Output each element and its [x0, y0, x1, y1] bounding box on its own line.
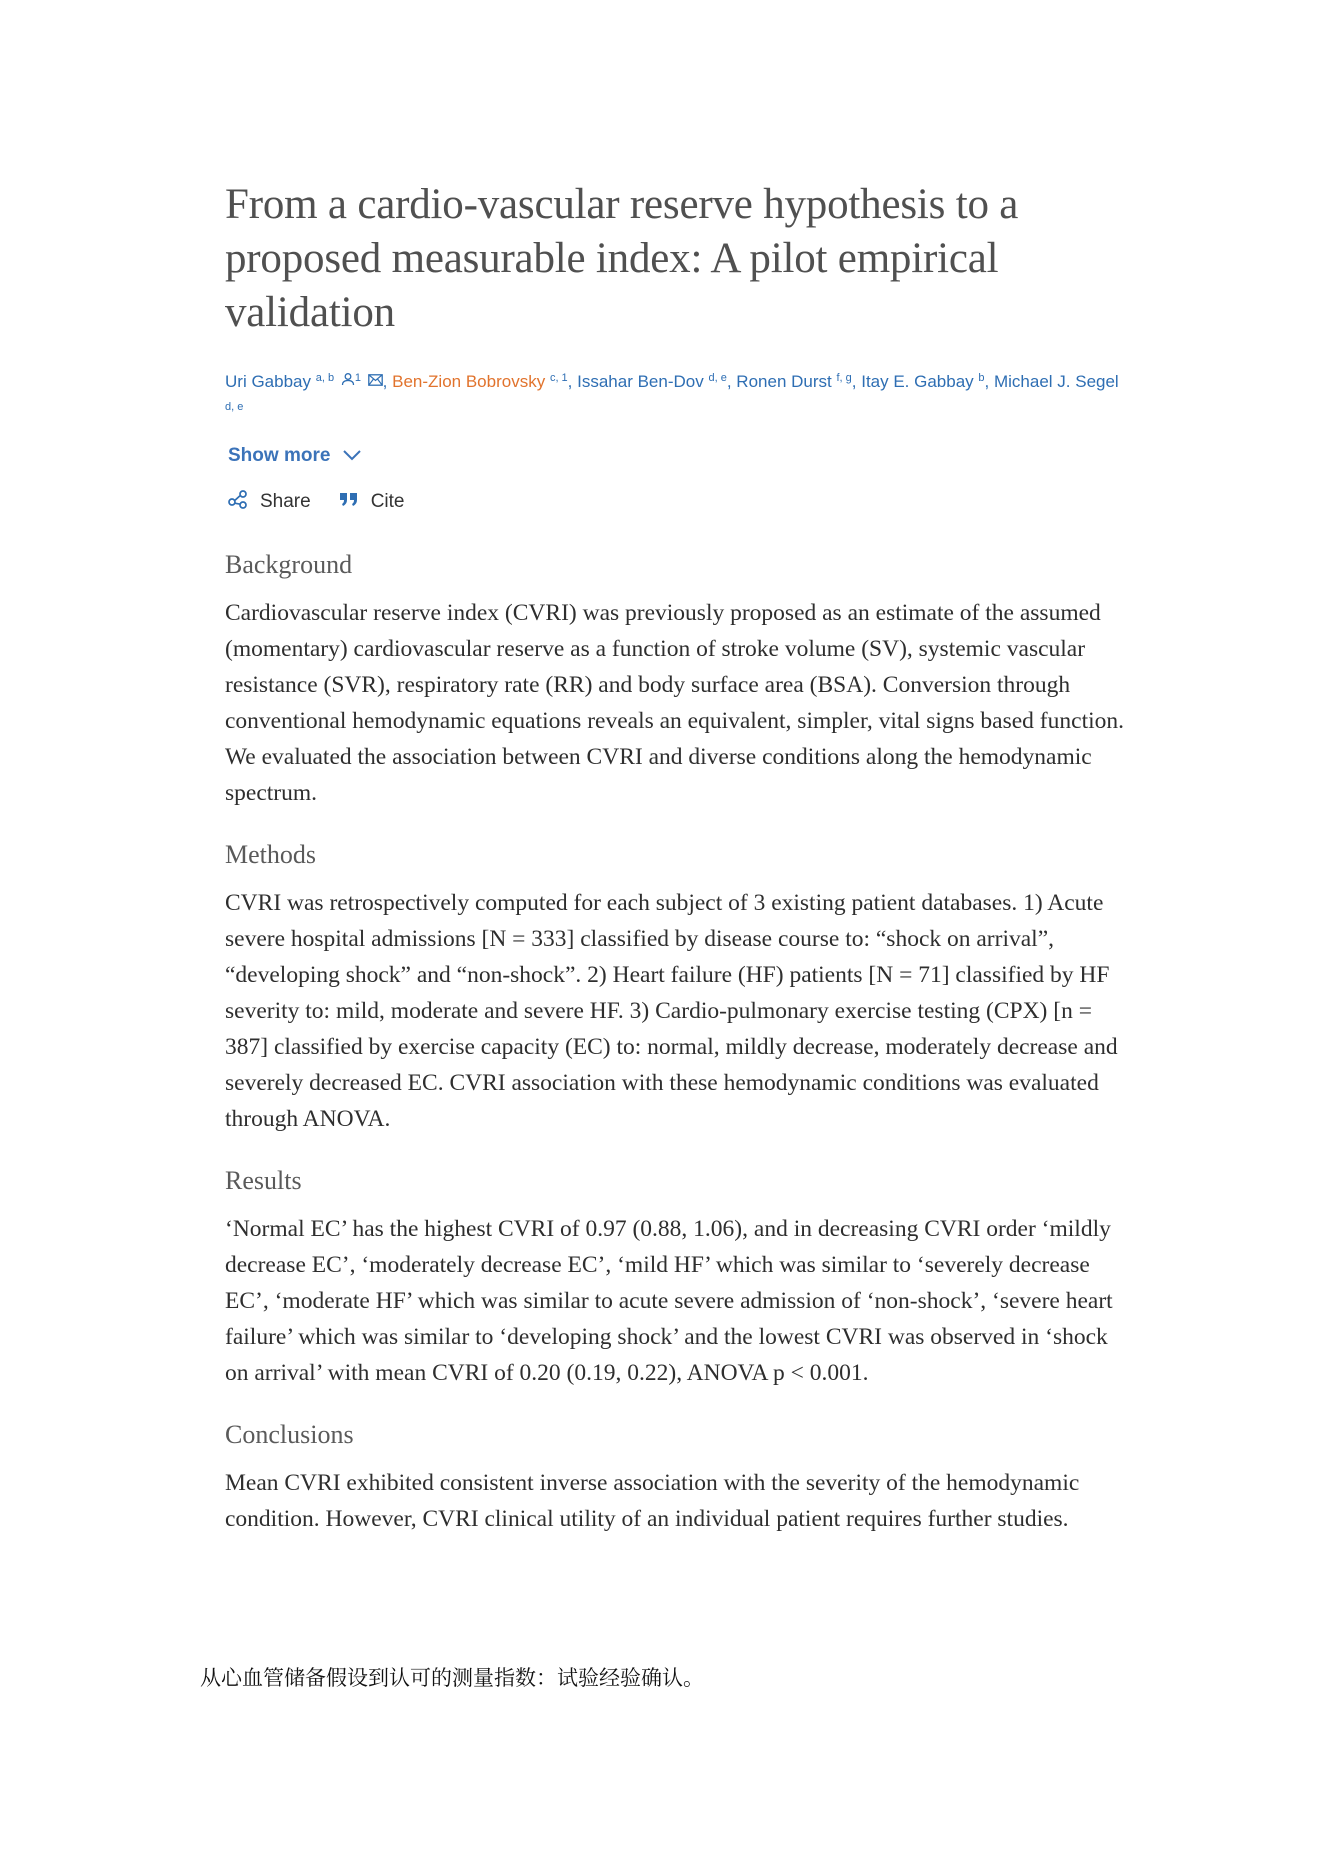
author-separator: , — [984, 372, 994, 391]
section-heading: Methods — [225, 840, 316, 869]
article — [225, 178, 1125, 1537]
cite-button[interactable] — [339, 491, 405, 513]
author-separator: , — [567, 372, 578, 391]
author-name: Ronen Durst — [736, 372, 832, 391]
author-affiliations: f, g — [836, 372, 852, 384]
author-note: 1 — [354, 372, 361, 384]
author-uri-gabbay[interactable] — [225, 372, 383, 391]
author-itay-gabbay[interactable] — [861, 372, 984, 391]
author-separator: , — [851, 372, 862, 391]
share-button[interactable] — [228, 489, 311, 515]
author-list — [225, 366, 1125, 425]
section-body: Cardiovascular reserve index (CVRI) was previously proposed as an estimate of the assumed (momentary) cardiovascular reserve as a function of stroke volume (SV), systemic vascular resistance (SVR), respiratory rate (RR) and body surface area (BSA). Conversion through conventional hemodynamic equations reveals an equivalent, simpler, vital signs based function. We evaluated the association between CVRI and diverse conditions along the hemodynamic spectrum. — [225, 600, 1125, 806]
author-affiliations: d, e — [708, 372, 727, 384]
author-affiliations: d, e — [225, 401, 244, 413]
abstract-section-results — [225, 1165, 1125, 1391]
share-label: Share — [260, 491, 311, 512]
section-body: Mean CVRI exhibited consistent inverse association with the severity of the hemodynamic condition. However, CVRI clinical utility of an individual patient requires further studies. — [225, 1470, 1080, 1532]
email-icon[interactable] — [368, 366, 383, 395]
section-heading: Results — [225, 1166, 302, 1195]
abstract-section-background — [225, 549, 1125, 811]
quote-icon — [339, 491, 359, 513]
cite-label: Cite — [370, 491, 405, 512]
section-heading: Conclusions — [225, 1420, 354, 1449]
author-affiliations: a, b — [315, 372, 335, 384]
article-title: From a cardio-vascular reserve hypothesis to a proposed measurable index: A pilot empirical validation — [225, 181, 1019, 336]
section-body: CVRI was retrospectively computed for each subject of 3 existing patient databases. 1) Acute severe hospital admissions [N = 333] classified by disease course to: “shock on arrival”, “developing shock” and “non-shock”. 2) Heart failure (HF) patients [N = 71] classified by HF severity to: mild, moderate and severe HF. 3) Cardio-pulmonary exercise testing (CPX) [n = 387] classified by exercise capacity (EC) to: normal, mildly decrease, moderately decrease and severely decreased EC. CVRI association with these hemodynamic conditions was evaluated through ANOVA. — [225, 890, 1118, 1132]
article-actions — [228, 489, 1125, 515]
author-affiliations: b — [978, 372, 985, 384]
section-heading: Background — [225, 550, 353, 579]
section-body: ‘Normal EC’ has the highest CVRI of 0.97 (0.88, 1.06), and in decreasing CVRI order ‘mildly decrease EC’, ‘moderately decrease EC’, ‘mild HF’ which was similar to ‘severely decrease EC’, ‘moderate HF’ which was similar to acute severe admission of ‘non-shock’, ‘severe heart failure’ which was similar to ‘developing shock’ and the lowest CVRI was observed in ‘shock on arrival’ with mean CVRI of 0.20 (0.19, 0.22), ANOVA p < 0.001. — [225, 1216, 1113, 1386]
author-separator: , — [726, 372, 737, 391]
chinese-translation: 从心血管储备假设到认可的测量指数：试验经验确认。 — [200, 1666, 704, 1690]
author-separator: , — [382, 372, 393, 391]
author-affiliations-wrap — [545, 372, 567, 391]
author-issahar-ben-dov[interactable] — [577, 372, 727, 391]
author-ronen-durst[interactable] — [736, 372, 851, 391]
person-icon — [341, 366, 355, 395]
author-name: Issahar Ben-Dov — [577, 372, 704, 391]
author-affiliations: c, 1 — [549, 372, 568, 384]
show-more-button[interactable] — [228, 445, 362, 467]
chevron-down-icon — [342, 445, 362, 467]
author-name: Michael J. Segel — [993, 372, 1119, 391]
abstract-section-conclusions — [225, 1419, 1125, 1537]
author-name: Itay E. Gabbay — [861, 372, 974, 391]
author-name: Ben-Zion Bobrovsky — [392, 372, 546, 391]
author-name: Uri Gabbay — [225, 372, 311, 391]
author-ben-zion-bobrovsky[interactable] — [392, 372, 545, 391]
share-icon — [228, 489, 248, 515]
show-more-label: Show more — [228, 445, 331, 466]
abstract-section-methods — [225, 839, 1125, 1137]
